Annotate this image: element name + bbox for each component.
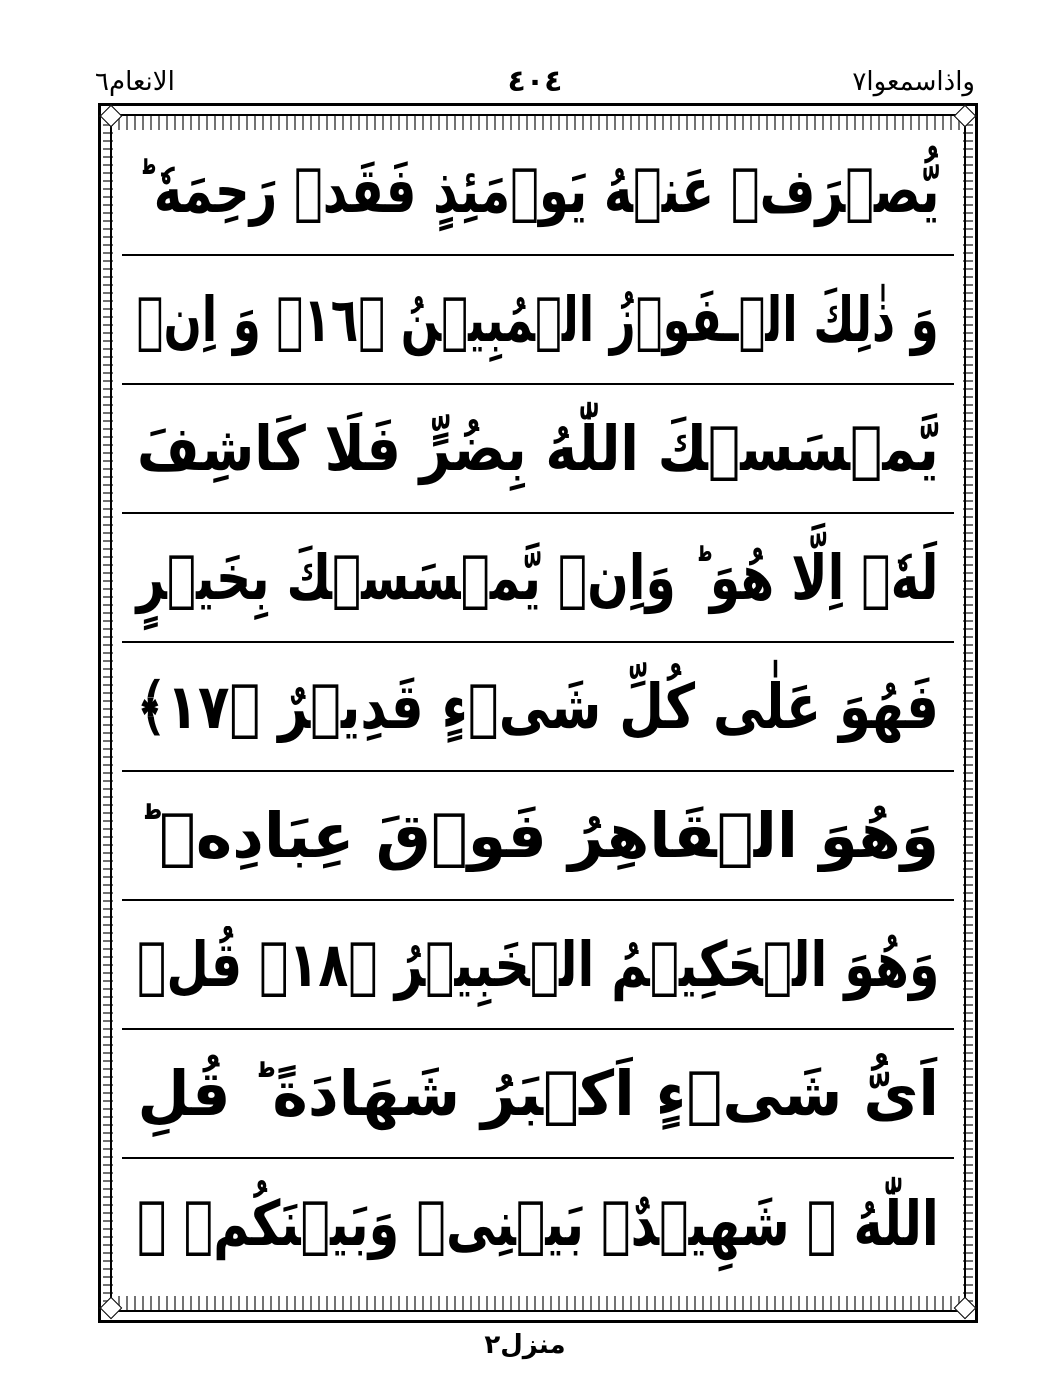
quran-text-panel [122, 128, 954, 1296]
verse-line-text: وَهُوَ الۡقَاهِرُ فَوۡقَ عِبَادِهٖ ؕ [137, 799, 939, 872]
verse-line [122, 1031, 954, 1159]
verse-line-text: فَهُوَ عَلٰى كُلِّ شَىۡءٍ قَدِيۡرٌ ﴿١٧﴾ [136, 670, 940, 743]
chain-border-left [103, 116, 113, 1310]
verse-line-text: يَّمۡسَسۡكَ اللّٰهُ بِضُرٍّ فَلَا كَاشِفَ [137, 412, 939, 485]
verse-line [122, 128, 954, 256]
verse-line-text: لَهٗۤ اِلَّا هُوَ ؕ وَاِنۡ يَّمۡسَسۡكَ بِخَيۡرٍ [136, 541, 939, 614]
verse-line [122, 386, 954, 514]
verse-line-text: اَىُّ شَىۡءٍ اَكۡبَرُ شَهَادَةً ؕ قُلِ [137, 1057, 939, 1130]
verse-line [122, 257, 954, 385]
surah-name: الانعام٦ [95, 67, 175, 97]
verse-line [122, 644, 954, 772]
chain-border-right [963, 116, 973, 1310]
verse-line [122, 902, 954, 1030]
verse-line [122, 1160, 954, 1288]
verse-line-text: اللّٰهُ ۙ شَهِيۡدٌۢ بَيۡنِىۡ وَبَيۡنَكُمۡ ۚ [137, 1187, 939, 1260]
page-header [95, 62, 975, 102]
verse-line [122, 515, 954, 643]
page-number: ٤٠٤ [507, 64, 563, 99]
chain-border-bottom [110, 1296, 966, 1310]
verse-line [122, 773, 954, 901]
verse-line-text: وَهُوَ الۡحَكِيۡمُ الۡخَبِيۡرُ ﴿١٨﴾ قُلۡ [136, 928, 940, 1001]
verse-line-text: وَ ذٰلِكَ الۡـفَوۡزُ الۡمُبِيۡنُ ﴿١٦﴾ وَ اِنۡ [136, 283, 940, 356]
manzil-footer: منزل٢ [484, 1330, 566, 1360]
juz-name: واذاسمعوا٧ [852, 67, 975, 97]
verse-line-text: يُّصۡرَفۡ عَنۡهُ يَوۡمَئِذٍ فَقَدۡ رَحِمَهٗ ؕ [136, 154, 940, 227]
